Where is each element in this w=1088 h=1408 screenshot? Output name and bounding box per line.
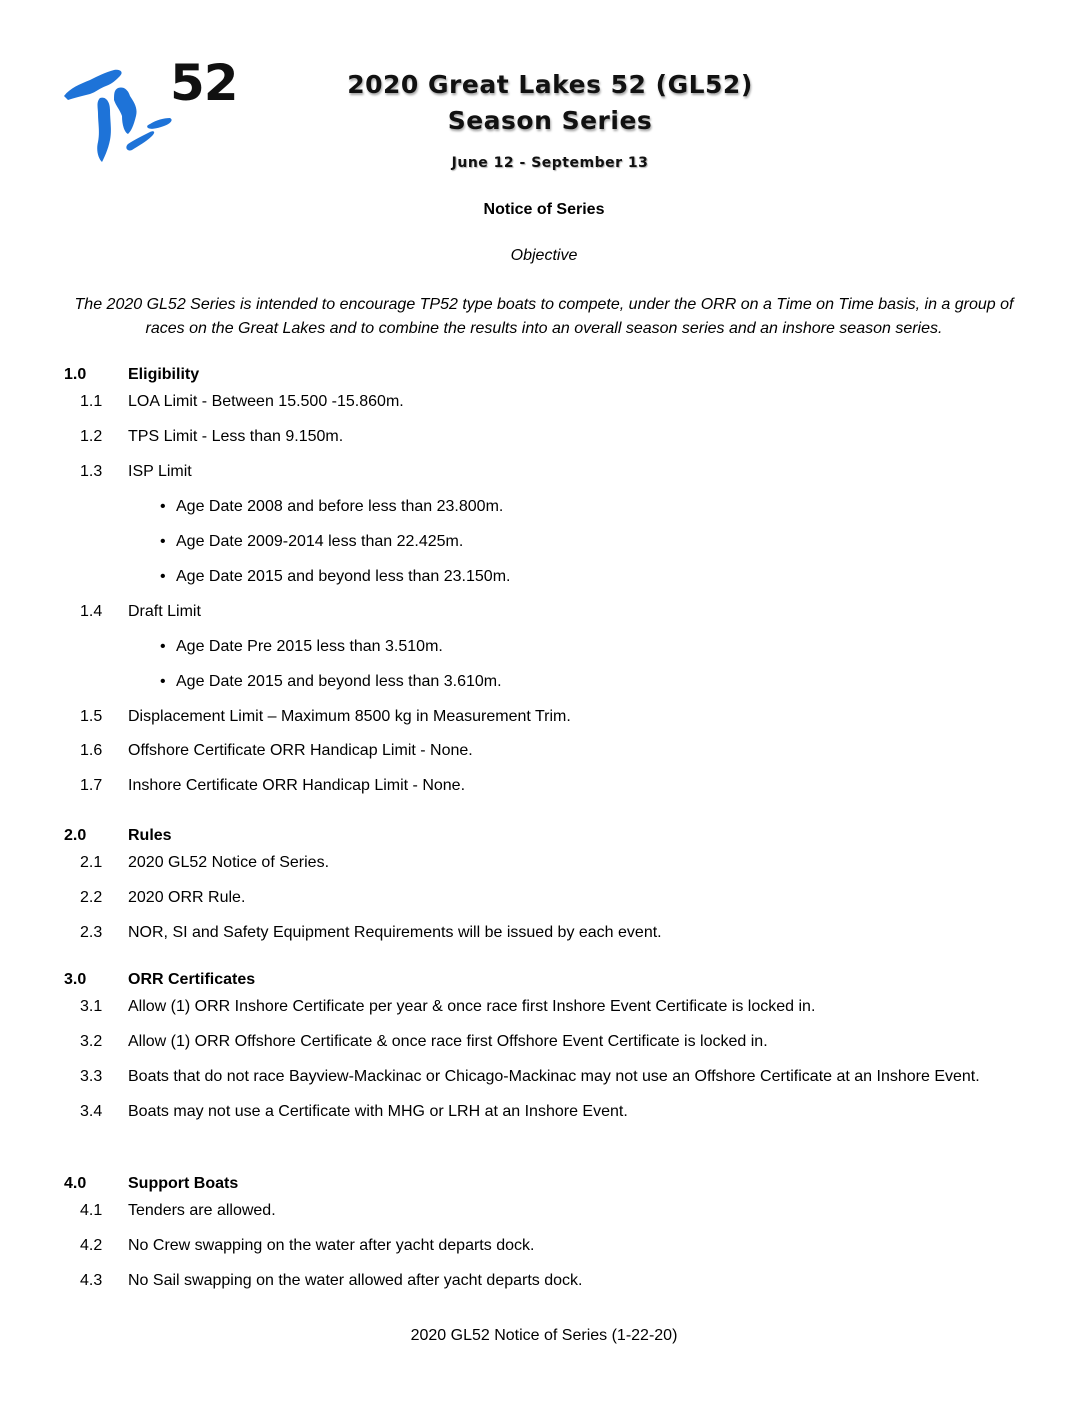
item-text: TPS Limit - Less than 9.150m. <box>128 428 344 445</box>
item-text: Inshore Certificate ORR Handicap Limit - None. <box>128 777 466 794</box>
bullet-icon: • <box>160 533 166 550</box>
section-number: 1.0 <box>64 366 87 383</box>
list-item <box>64 390 1044 414</box>
item-number: 1.6 <box>80 742 103 759</box>
list-item <box>64 1199 1044 1223</box>
item-text: LOA Limit - Between 15.500 -15.860m. <box>128 393 404 410</box>
list-item <box>64 739 1044 763</box>
section-number: 4.0 <box>64 1175 87 1192</box>
item-number: 1.3 <box>80 463 103 480</box>
great-lakes-map-icon <box>62 58 174 180</box>
section-number: 2.0 <box>64 827 87 844</box>
item-number: 3.3 <box>80 1068 103 1085</box>
page-subtitle: Season Series <box>447 106 653 135</box>
bullet-text: Age Date 2015 and beyond less than 23.150m. <box>176 568 511 585</box>
section-support-boats <box>64 1175 1044 1293</box>
bullet-item <box>160 670 1044 694</box>
item-number: 3.1 <box>80 998 103 1015</box>
item-number: 1.5 <box>80 708 103 725</box>
section-title: Support Boats <box>128 1175 239 1192</box>
item-text: Draft Limit <box>128 603 201 620</box>
objective-text: The 2020 GL52 Series is intended to encourage TP52 type boats to compete, under the ORR on a Time on Time basis, in a group of races on the Great Lakes and to combine the results into an overall season series and an inshore season series. <box>74 296 1014 337</box>
item-text: Allow (1) ORR Inshore Certificate per year & once race first Inshore Event Certificate is locked in. <box>128 998 816 1015</box>
item-number: 1.7 <box>80 777 103 794</box>
list-item <box>64 921 1044 945</box>
item-number: 2.2 <box>80 889 103 906</box>
section-rules <box>64 827 1044 945</box>
bullet-item <box>160 495 1044 519</box>
item-number: 1.1 <box>80 393 103 410</box>
bullet-icon: • <box>160 498 166 515</box>
item-text: Boats that do not race Bayview-Mackinac or Chicago-Mackinac may not use an Offshore Certificate at an Inshore Event. <box>128 1068 980 1085</box>
item-number: 1.2 <box>80 428 103 445</box>
item-number: 4.2 <box>80 1237 103 1254</box>
section-heading <box>64 971 1044 995</box>
item-number: 3.2 <box>80 1033 103 1050</box>
item-text: No Crew swapping on the water after yacht departs dock. <box>128 1237 535 1254</box>
objective-heading: Objective <box>510 247 578 264</box>
bullet-item <box>160 565 1044 589</box>
list-item <box>64 705 1044 729</box>
section-number: 3.0 <box>64 971 87 988</box>
bullet-text: Age Date 2009-2014 less than 22.425m. <box>176 533 464 550</box>
list-item <box>64 774 1044 798</box>
bullet-item <box>160 530 1044 554</box>
bullet-text: Age Date Pre 2015 less than 3.510m. <box>176 638 443 655</box>
section-title: ORR Certificates <box>128 971 256 988</box>
logo-number: 52 <box>170 54 238 112</box>
great-lakes-logo <box>62 54 238 180</box>
notice-title: Notice of Series <box>483 201 605 218</box>
section-eligibility <box>64 366 1044 798</box>
bullet-item <box>160 635 1044 659</box>
section-heading <box>64 1175 1044 1199</box>
list-item <box>64 1269 1044 1293</box>
list-item <box>64 600 1044 624</box>
list-item <box>64 1065 1044 1089</box>
bullet-text: Age Date 2008 and before less than 23.800m. <box>176 498 504 515</box>
item-number: 2.1 <box>80 854 103 871</box>
item-text: Allow (1) ORR Offshore Certificate & once race first Offshore Event Certificate is locked in. <box>128 1033 768 1050</box>
item-text: Offshore Certificate ORR Handicap Limit - None. <box>128 742 473 759</box>
section-heading <box>64 827 1044 851</box>
list-item <box>64 851 1044 875</box>
page-footer: 2020 GL52 Notice of Series (1-22-20) <box>410 1327 678 1344</box>
list-item <box>64 460 1044 484</box>
list-item <box>64 425 1044 449</box>
section-heading <box>64 366 1044 390</box>
page-title: 2020 Great Lakes 52 (GL52) <box>347 70 753 99</box>
item-text: NOR, SI and Safety Equipment Requirements will be issued by each event. <box>128 924 662 941</box>
item-text: ISP Limit <box>128 463 192 480</box>
list-item <box>64 995 1044 1019</box>
section-title: Rules <box>128 827 172 844</box>
season-dates: June 12 - September 13 <box>451 155 649 171</box>
section-orr-certificates <box>64 971 1044 1124</box>
bullet-icon: • <box>160 568 166 585</box>
item-number: 4.1 <box>80 1202 103 1219</box>
item-number: 2.3 <box>80 924 103 941</box>
item-text: No Sail swapping on the water allowed after yacht departs dock. <box>128 1272 583 1289</box>
item-text: Displacement Limit – Maximum 8500 kg in Measurement Trim. <box>128 708 571 725</box>
item-text: 2020 GL52 Notice of Series. <box>128 854 330 871</box>
bullet-icon: • <box>160 673 166 690</box>
item-text: 2020 ORR Rule. <box>128 889 246 906</box>
list-item <box>64 886 1044 910</box>
section-title: Eligibility <box>128 366 200 383</box>
item-text: Tenders are allowed. <box>128 1202 276 1219</box>
list-item <box>64 1234 1044 1258</box>
item-number: 3.4 <box>80 1103 103 1120</box>
bullet-text: Age Date 2015 and beyond less than 3.610m. <box>176 673 502 690</box>
item-number: 4.3 <box>80 1272 103 1289</box>
list-item <box>64 1100 1044 1124</box>
list-item <box>64 1030 1044 1054</box>
bullet-icon: • <box>160 638 166 655</box>
item-text: Boats may not use a Certificate with MHG or LRH at an Inshore Event. <box>128 1103 628 1120</box>
item-number: 1.4 <box>80 603 103 620</box>
